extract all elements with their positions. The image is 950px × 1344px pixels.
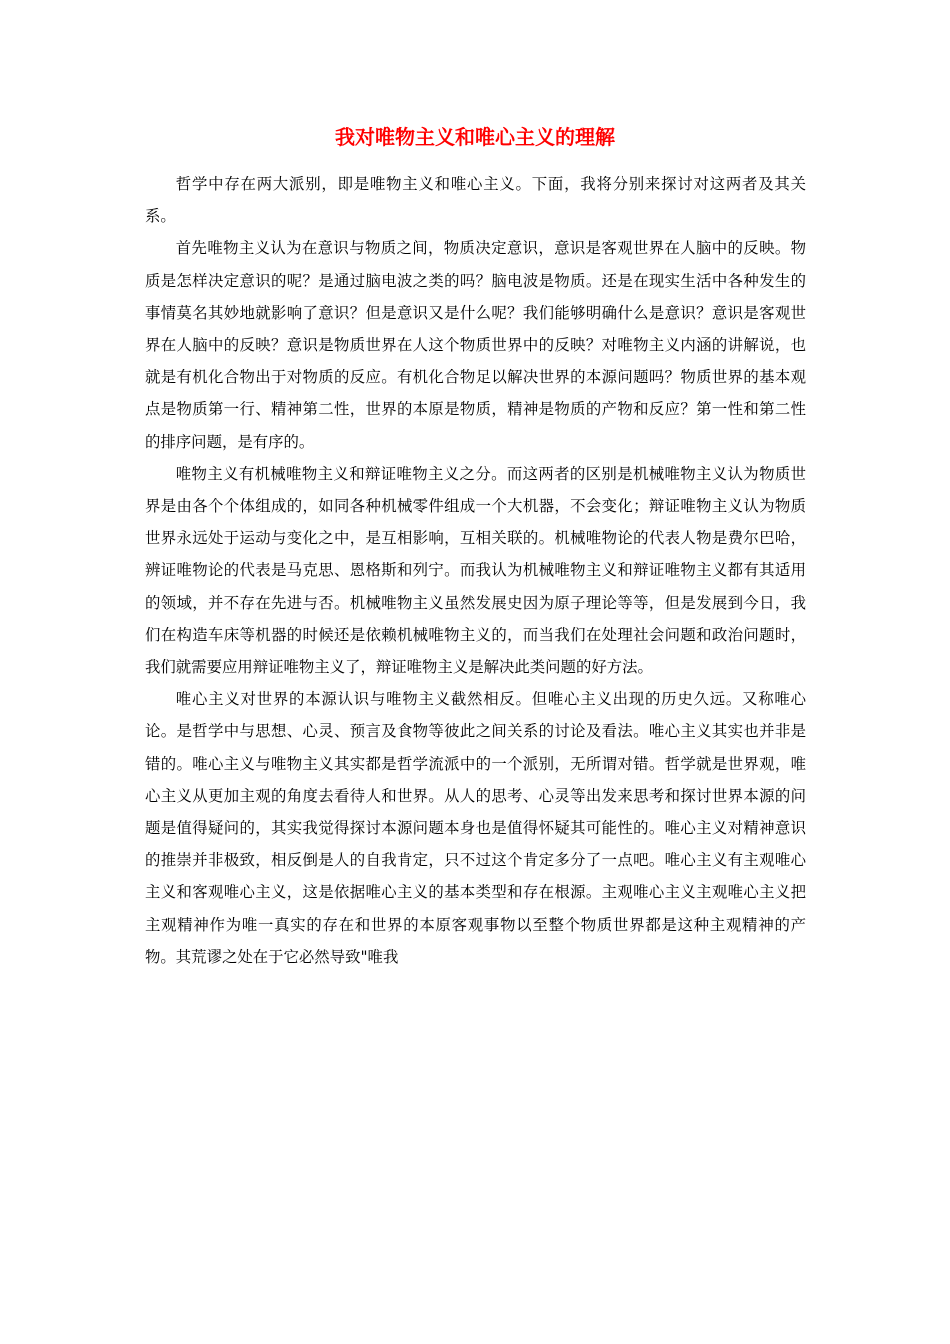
paragraph-idealism: 唯心主义对世界的本源认识与唯物主义截然相反。但唯心主义出现的历史久远。又称唯心论。是哲学中与思想、心灵、预言及食物等彼此之间关系的讨论及看法。唯心主义其实也并非是错的。唯心主义与唯物主义其实都是哲学流派中的一个派别，无所谓对错。哲学就是世界观，唯心主义从更加主观的角度去看待人和世界。从人的思考、心灵等出发来思考和探讨世界本源的问题是值得疑问的，其实我觉得探讨本源问题本身也是值得怀疑其可能性的。唯心主义对精神意识的推崇并非极致，相反倒是人的自我肯定，只不过这个肯定多分了一点吧。唯心主义有主观唯心主义和客观唯心主义，这是依据唯心主义的基本类型和存在根源。主观唯心主义主观唯心主义把主观精神作为唯一真实的存在和世界的本原客观事物以至整个物质世界都是这种主观精神的产物。其荒谬之处在于它必然导致"唯我 — [145, 690, 806, 966]
paragraph-mechanical-dialectical: 唯物主义有机械唯物主义和辩证唯物主义之分。而这两者的区别是机械唯物主义认为物质世界是由各个个体组成的，如同各种机械零件组成一个大机器，不会变化；辩证唯物主义认为物质世界永远处于运动与变化之中，是互相影响，互相关联的。机械唯物论的代表人物是费尔巴哈，辨证唯物论的代表是马克思、恩格斯和列宁。而我认为机械唯物主义和辩证唯物主义都有其适用的领域，并不存在先进与否。机械唯物主义虽然发展史因为原子理论等等，但是发展到今日，我们在构造车床等机器的时候还是依赖机械唯物主义的，而当我们在处理社会问题和政治问题时，我们就需要应用辩证唯物主义了，辩证唯物主义是解决此类问题的好方法。 — [145, 464, 806, 677]
document-body — [145, 168, 806, 973]
paragraph-materialism: 首先唯物主义认为在意识与物质之间，物质决定意识，意识是客观世界在人脑中的反映。物质是怎样决定意识的呢？是通过脑电波之类的吗？脑电波是物质。还是在现实生活中各种发生的事情莫名其妙地就影响了意识？但是意识又是什么呢？我们能够明确什么是意识？意识是客观世界在人脑中的反映？意识是物质世界在人这个物质世界中的反映？对唯物主义内涵的讲解说，也就是有机化合物出于对物质的反应。有机化合物足以解决世界的本源问题吗？物质世界的基本观点是物质第一行、精神第二性，世界的本原是物质，精神是物质的产物和反应？第一性和第二性的排序问题，是有序的。 — [145, 239, 806, 451]
paragraph-intro: 哲学中存在两大派别，即是唯物主义和唯心主义。下面，我将分别来探讨对这两者及其关系。 — [145, 175, 806, 226]
document-title: 我对唯物主义和唯心主义的理解 — [335, 125, 615, 149]
